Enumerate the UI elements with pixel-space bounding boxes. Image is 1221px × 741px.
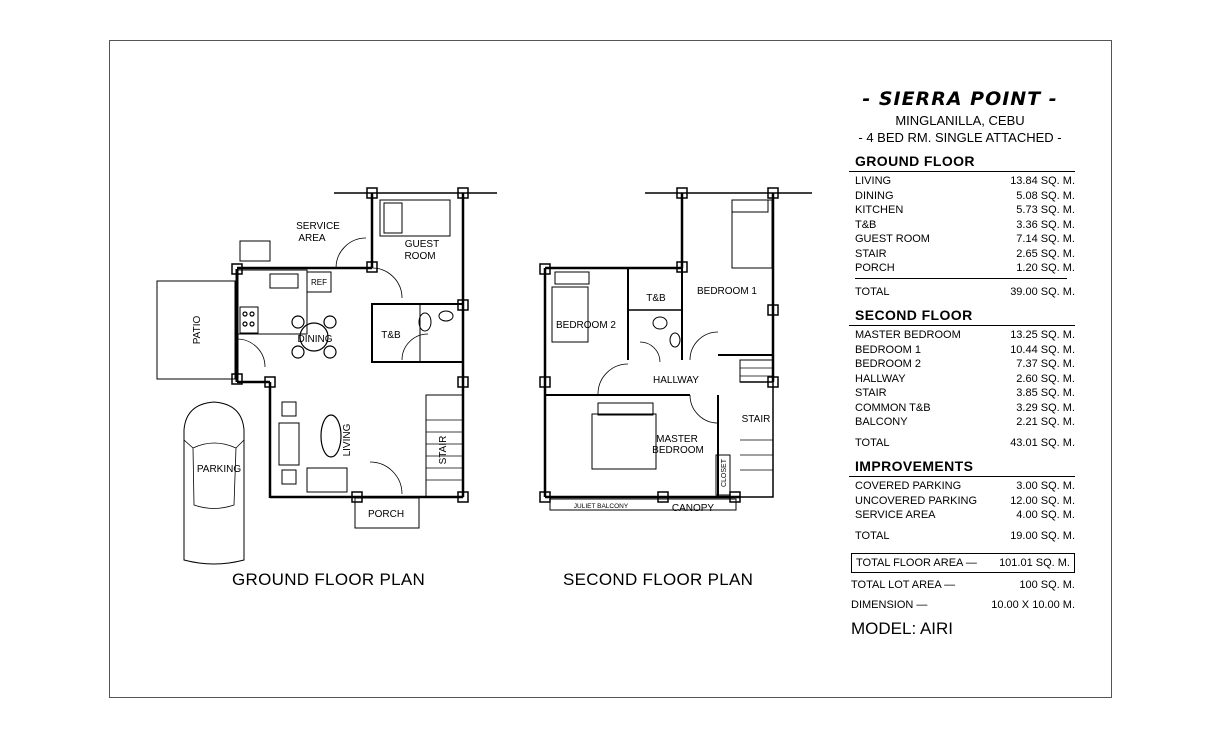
label-master-2: BEDROOM: [652, 445, 704, 456]
row-label: GUEST ROOM: [855, 233, 930, 245]
row-label: SERVICE AREA: [855, 509, 936, 521]
row-value: 3.85 SQ. M.: [1016, 387, 1075, 399]
table-row: [855, 401, 1075, 416]
dimension: DIMENSION — 10.00 X 10.00 M.: [851, 599, 1075, 611]
table-row: [855, 261, 1075, 276]
table-row: [855, 508, 1075, 523]
improvements-table: [855, 479, 1075, 523]
title-block: [845, 88, 1075, 639]
table-row: [855, 218, 1075, 233]
model-name: MODEL: AIRI: [851, 619, 954, 638]
label-hallway: HALLWAY: [653, 375, 699, 386]
brand-title: - SIERRA POINT -: [862, 88, 1058, 110]
row-label: STAIR: [855, 387, 887, 399]
total-lot-area: TOTAL LOT AREA — 100 SQ. M.: [851, 579, 1075, 591]
row-label: HALLWAY: [855, 372, 906, 385]
table-row: [855, 189, 1075, 204]
table-row: [855, 372, 1075, 387]
label-bedroom-1: BEDROOM 1: [696, 286, 758, 297]
second-floor-table: [855, 328, 1075, 430]
row-label: BALCONY: [855, 416, 908, 428]
ground-floor-plan-title: GROUND FLOOR PLAN: [232, 570, 426, 589]
row-value: 4.00 SQ. M.: [1016, 509, 1075, 521]
table-row: [855, 415, 1075, 430]
second-floor-plan: [540, 188, 812, 510]
table-row: [855, 386, 1075, 401]
label-living: LIVING: [342, 423, 353, 457]
label-stair-ground: STAIR: [438, 435, 449, 465]
second-floor-heading: SECOND FLOOR: [855, 307, 973, 323]
row-label: DINING: [855, 189, 894, 202]
label-ref: REF: [311, 278, 327, 287]
table-row: [855, 174, 1075, 189]
row-value: 12.00 SQ. M.: [1010, 494, 1075, 507]
improvements-heading: IMPROVEMENTS: [855, 458, 974, 474]
row-value: 3.36 SQ. M.: [1016, 218, 1075, 231]
table-row: [855, 328, 1075, 343]
label-master-1: MASTER: [656, 434, 698, 445]
row-label: T&B: [855, 218, 877, 231]
row-value: 13.84 SQ. M.: [1010, 175, 1075, 187]
label-patio: PATIO: [192, 315, 203, 345]
label-juliet-balcony: JULIET BALCONY: [573, 503, 629, 510]
row-value: 7.37 SQ. M.: [1016, 358, 1075, 370]
row-value: 5.73 SQ. M.: [1016, 204, 1075, 216]
row-value: 3.29 SQ. M.: [1016, 401, 1075, 414]
row-value: 10.44 SQ. M.: [1010, 343, 1075, 356]
table-row: [855, 479, 1075, 494]
label-tb-second: T&B: [646, 293, 666, 304]
second-floor-plan-title: SECOND FLOOR PLAN: [563, 570, 754, 589]
row-value: 13.25 SQ. M.: [1010, 329, 1075, 341]
row-value: 2.65 SQ. M.: [1016, 247, 1075, 260]
table-row: [855, 247, 1075, 262]
model-type: - 4 BED RM. SINGLE ATTACHED -: [858, 130, 1062, 145]
row-value: 1.20 SQ. M.: [1016, 262, 1075, 274]
row-label: KITCHEN: [855, 204, 904, 216]
row-label: UNCOVERED PARKING: [855, 494, 978, 507]
ground-floor-heading: GROUND FLOOR: [855, 153, 975, 169]
row-label: BEDROOM 2: [855, 358, 922, 370]
label-service-area-1: SERVICE: [296, 221, 340, 232]
table-row: [855, 232, 1075, 247]
row-label: MASTER BEDROOM: [855, 329, 961, 341]
table-row: [855, 357, 1075, 372]
row-label: BEDROOM 1: [855, 343, 922, 356]
row-label: LIVING: [855, 175, 892, 187]
table-row: [855, 203, 1075, 218]
location: MINGLANILLA, CEBU: [895, 113, 1025, 128]
row-label: STAIR: [855, 247, 887, 260]
improvements-total: TOTAL 19.00 SQ. M.: [855, 529, 1075, 542]
label-guest-room-2: ROOM: [404, 251, 436, 262]
row-value: 2.21 SQ. M.: [1016, 416, 1075, 428]
table-row: [855, 494, 1075, 509]
total-floor-area: TOTAL FLOOR AREA — 101.01 SQ. M.: [851, 553, 1075, 573]
label-service-area-2: AREA: [298, 233, 326, 244]
label-tb-ground: T&B: [381, 330, 401, 341]
row-label: PORCH: [855, 262, 895, 274]
label-dining: DINING: [297, 334, 333, 345]
row-value: 2.60 SQ. M.: [1016, 372, 1075, 385]
row-value: 3.00 SQ. M.: [1016, 480, 1075, 492]
label-stair-second: STAIR: [741, 414, 771, 425]
label-canopy: CANOPY: [671, 503, 715, 514]
ground-floor-total: TOTAL 39.00 SQ. M.: [855, 285, 1075, 298]
row-value: 7.14 SQ. M.: [1016, 233, 1075, 245]
label-parking: PARKING: [196, 464, 242, 475]
label-bedroom-2: BEDROOM 2: [555, 320, 617, 331]
row-label: COMMON T&B: [855, 401, 931, 414]
row-label: COVERED PARKING: [855, 480, 962, 492]
label-closet: CLOSET: [721, 458, 728, 488]
label-porch: PORCH: [367, 509, 405, 520]
label-guest-room-1: GUEST: [404, 239, 440, 250]
table-row: [855, 343, 1075, 358]
row-value: 5.08 SQ. M.: [1016, 189, 1075, 202]
second-floor-total: TOTAL 43.01 SQ. M.: [855, 436, 1075, 449]
ground-floor-table: [855, 174, 1075, 276]
ground-floor-plan: [157, 188, 497, 564]
